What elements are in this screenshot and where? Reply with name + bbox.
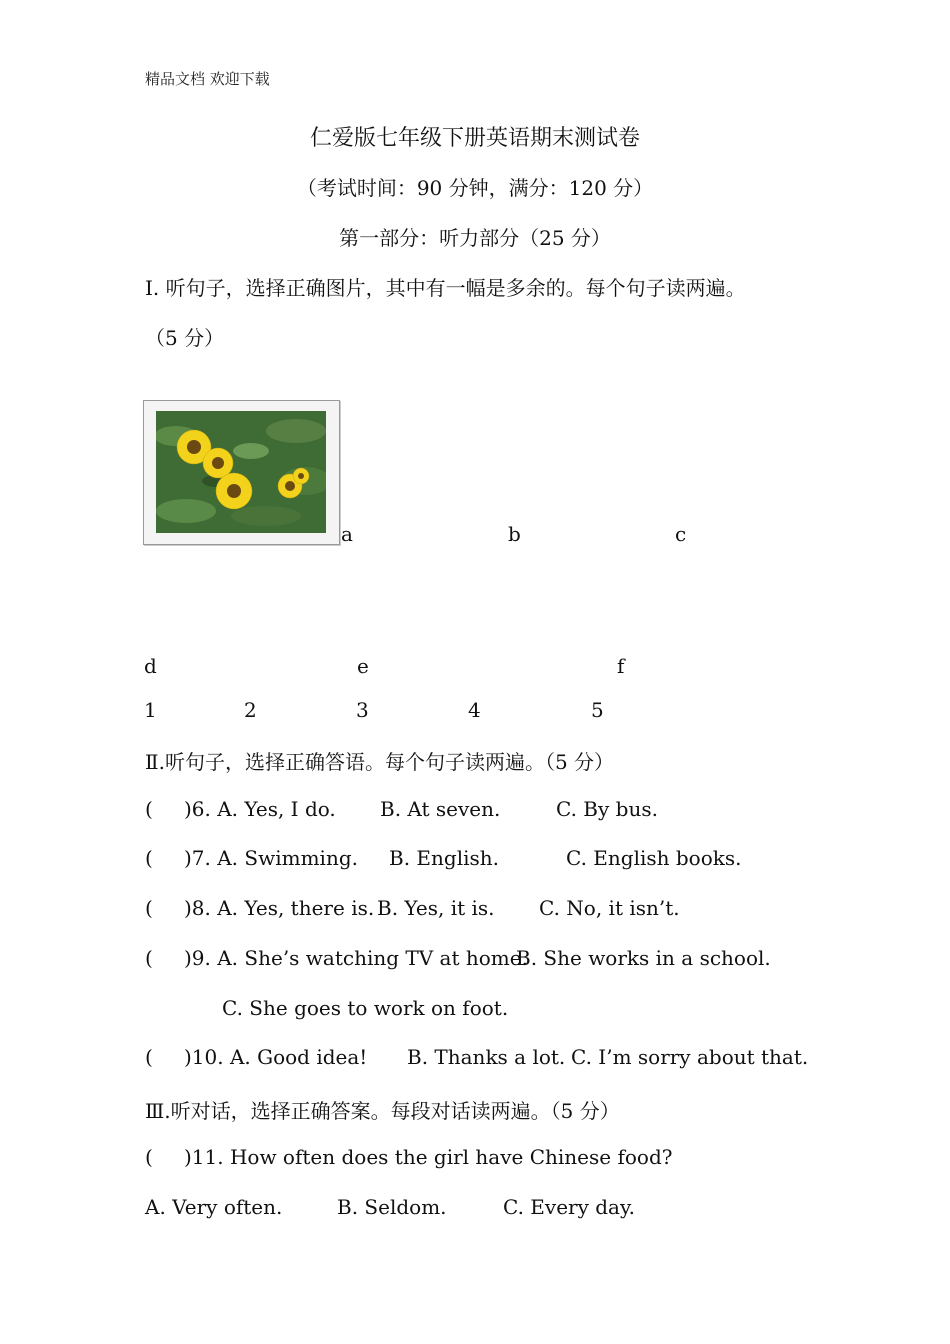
page-title: 仁爱版七年级下册英语期末测试卷 xyxy=(309,126,640,151)
picture-label-d: d xyxy=(144,654,157,678)
item-number-1: 1 xyxy=(144,698,157,722)
question-10-option-b: B. Thanks a lot. xyxy=(407,1045,566,1069)
question-11-option-a: A. Very often. xyxy=(145,1195,283,1219)
question-9-option-c: C. She goes to work on foot. xyxy=(222,996,509,1020)
question-6: )6. A. Yes, I do. xyxy=(184,797,336,821)
question-7-option-b: B. English. xyxy=(389,846,499,870)
question-11-option-b: B. Seldom. xyxy=(337,1195,447,1219)
section2-instruction: Ⅱ.听句子，选择正确答语。每个句子读两遍。（5 分） xyxy=(145,750,615,774)
answer-blank-6[interactable]: ( xyxy=(145,797,153,821)
question-10-option-c: C. I’m sorry about that. xyxy=(571,1045,809,1069)
item-number-4: 4 xyxy=(468,698,481,722)
part1-heading: 第一部分：听力部分（25 分） xyxy=(339,226,611,250)
section3-instruction: Ⅲ.听对话，选择正确答案。每段对话读两遍。（5 分） xyxy=(145,1099,620,1123)
question-10: )10. A. Good idea! xyxy=(184,1045,368,1069)
page-header: 精品文档 欢迎下载 xyxy=(145,70,270,88)
item-number-2: 2 xyxy=(244,698,257,722)
answer-blank-11[interactable]: ( xyxy=(145,1145,153,1169)
question-8-option-b: B. Yes, it is. xyxy=(377,896,495,920)
item-number-5: 5 xyxy=(591,698,604,722)
question-11: )11. How often does the girl have Chinese food? xyxy=(184,1145,673,1169)
question-6-option-b: B. At seven. xyxy=(380,797,501,821)
answer-blank-7[interactable]: ( xyxy=(145,846,153,870)
picture-label-a: a xyxy=(341,522,353,546)
question-7: )7. A. Swimming. xyxy=(184,846,358,870)
answer-blank-8[interactable]: ( xyxy=(145,896,153,920)
question-6-option-c: C. By bus. xyxy=(556,797,658,821)
picture-label-f: f xyxy=(617,654,625,678)
section1-points: （5 分） xyxy=(145,326,225,350)
picture-label-b: b xyxy=(508,522,521,546)
sunflower-picture xyxy=(143,400,340,545)
section1-instruction: Ⅰ. 听句子，选择正确图片，其中有一幅是多余的。每个句子读两遍。 xyxy=(145,276,746,300)
answer-blank-9[interactable]: ( xyxy=(145,946,153,970)
sunflower-image-icon xyxy=(156,411,326,533)
question-7-option-c: C. English books. xyxy=(566,846,742,870)
answer-blank-10[interactable]: ( xyxy=(145,1045,153,1069)
picture-label-e: e xyxy=(357,654,369,678)
question-8: )8. A. Yes, there is. xyxy=(184,896,375,920)
question-9: )9. A. She’s watching TV at home. xyxy=(184,946,528,970)
question-11-option-c: C. Every day. xyxy=(503,1195,635,1219)
exam-info: （考试时间：90 分钟，满分：120 分） xyxy=(296,176,654,200)
question-8-option-c: C. No, it isn’t. xyxy=(539,896,680,920)
question-9-option-b: B. She works in a school. xyxy=(516,946,771,970)
item-number-3: 3 xyxy=(356,698,369,722)
picture-label-c: c xyxy=(675,522,687,546)
